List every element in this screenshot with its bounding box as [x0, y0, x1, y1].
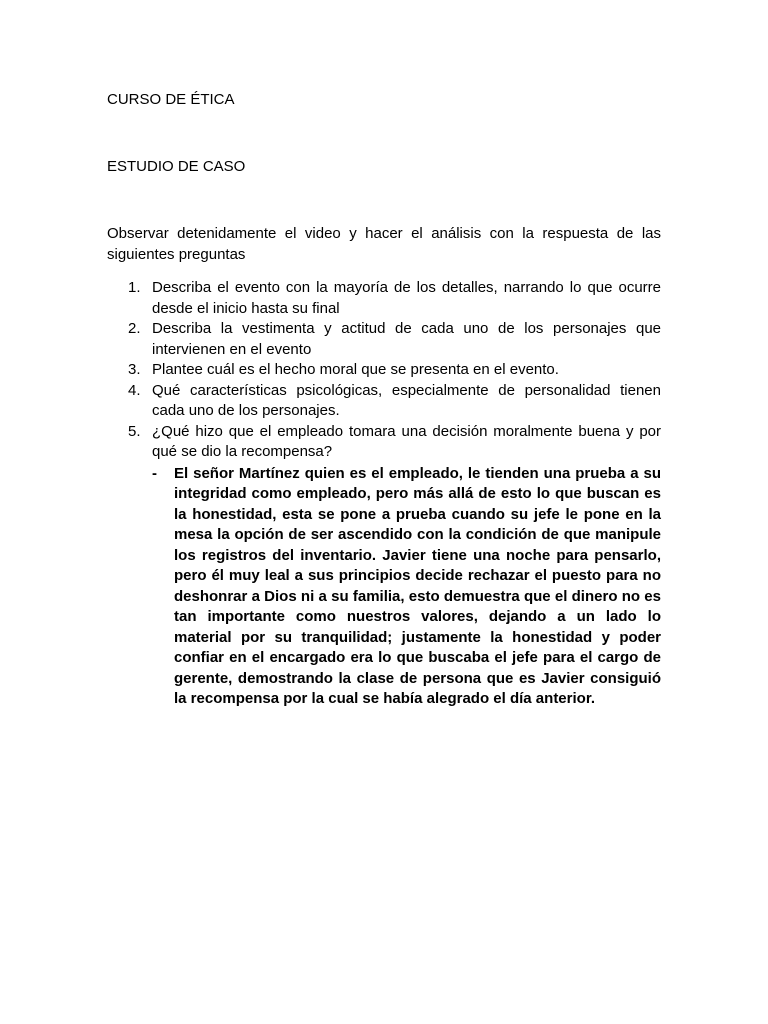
question-item-4 [107, 381, 661, 422]
question-item-3 [107, 360, 661, 381]
question-text: Plantee cuál es el hecho moral que se presenta en el evento. [152, 361, 559, 378]
answer-text: El señor Martínez quien es el empleado, le tienden una prueba a su integridad como empleado, pero más allá de esto lo que buscan es la honestidad, esta se pone a prueba cuando su jefe le pone en la mesa la opción de ser ascendido con la condición de que manipule los registros del inventario. Javier tiene una noche para pensarlo, pero él muy leal a sus principios decide rechazar el puesto para no deshonrar a Dios ni a su familia, esto demuestra que el dinero no es tan importante como nuestros valores, dejando a un lado lo material por su tranquilidad; justamente la honestidad y poder confiar en el encargado era lo que buscaba el jefe para el cargo de gerente, demostrando la clase de persona que es Javier consiguió la recompensa por la cual se había alegrado el día anterior. [174, 464, 661, 707]
question-item-2 [107, 319, 661, 360]
question-text: ¿Qué hizo que el empleado tomara una decisión moralmente buena y por qué se dio la recompensa? [152, 422, 661, 460]
intro-paragraph: Observar detenidamente el video y hacer el análisis con la respuesta de las siguientes preguntas [107, 225, 661, 263]
question-list [107, 278, 661, 710]
question-item-1 [107, 278, 661, 319]
question-number: 2. [128, 320, 141, 337]
answer-block [152, 464, 661, 710]
question-text: Describa la vestimenta y actitud de cada uno de los personajes que intervienen en el evento [152, 320, 661, 358]
document-subtitle: ESTUDIO DE CASO [107, 158, 246, 175]
question-text: Describa el evento con la mayoría de los detalles, narrando lo que ocurre desde el inicio hasta su final [152, 279, 661, 317]
question-number: 3. [128, 361, 141, 378]
question-number: 4. [128, 381, 141, 399]
document-title: CURSO DE ÉTICA [107, 91, 235, 108]
answer-bullet: - [152, 464, 157, 482]
question-text: Qué características psicológicas, especialmente de personalidad tienen cada uno de los personajes. [152, 381, 661, 419]
question-number: 1. [128, 279, 141, 296]
question-item-5 [107, 422, 661, 710]
question-number: 5. [128, 422, 141, 440]
